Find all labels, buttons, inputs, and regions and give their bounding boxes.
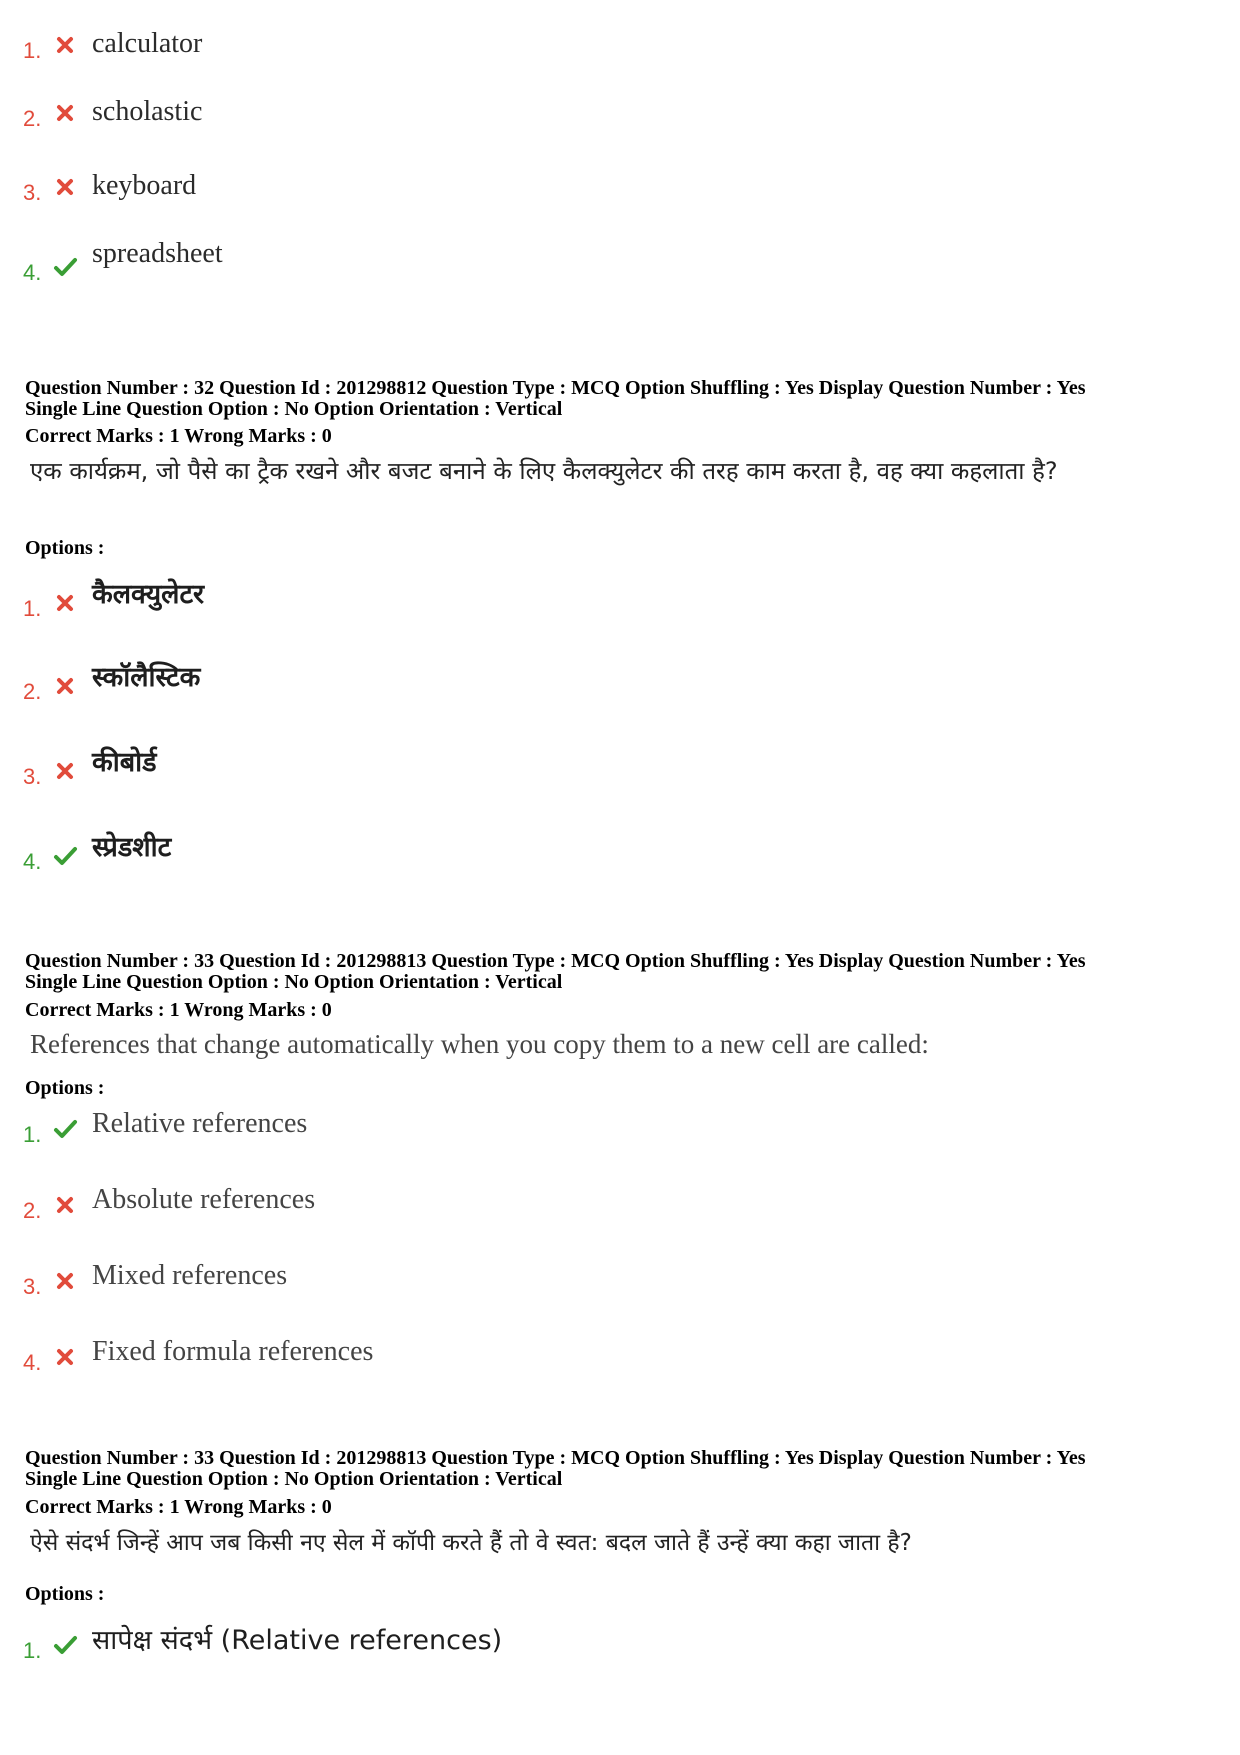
check-icon <box>52 843 78 869</box>
option-text: spreadsheet <box>92 238 223 269</box>
option-number: 4. <box>23 849 42 874</box>
option-number: 4. <box>23 260 42 285</box>
marks-line: Correct Marks : 1 Wrong Marks : 0 <box>25 1496 332 1518</box>
option-text: calculator <box>92 28 203 59</box>
options-label: Options : <box>25 1077 105 1099</box>
option-item <box>0 96 700 146</box>
cross-icon <box>52 1268 78 1294</box>
option-text: कीबोर्ड <box>92 747 157 778</box>
option-item <box>0 747 700 800</box>
option-text: Absolute references <box>92 1184 316 1215</box>
cross-icon <box>52 758 78 784</box>
option-item <box>0 1260 700 1310</box>
cross-icon <box>52 673 78 699</box>
question-meta-line-2: Single Line Question Option : No Option Orientation : Vertical <box>25 1468 563 1490</box>
cross-icon <box>52 32 78 58</box>
option-number: 2. <box>23 106 42 131</box>
option-number: 1. <box>23 1122 42 1147</box>
option-number: 1. <box>23 38 42 63</box>
cross-icon <box>52 1344 78 1370</box>
option-item <box>0 1336 700 1386</box>
cross-icon <box>52 590 78 616</box>
option-number: 3. <box>23 180 42 205</box>
check-icon <box>52 1116 78 1142</box>
option-item <box>0 1108 700 1158</box>
option-number: 2. <box>23 679 42 704</box>
question-text: References that change automatically when you copy them to a new cell are called: <box>30 1029 929 1059</box>
option-item <box>0 579 700 632</box>
option-item <box>0 832 700 885</box>
option-text: Mixed references <box>92 1260 288 1291</box>
check-icon <box>52 1632 78 1658</box>
question-meta-line: Question Number : 33 Question Id : 201298813 Question Type : MCQ Option Shuffling : Yes Display Question Number : Yes <box>25 1447 1086 1469</box>
option-text: स्प्रेडशीट <box>92 832 172 863</box>
marks-line: Correct Marks : 1 Wrong Marks : 0 <box>25 999 332 1021</box>
option-item <box>0 1622 700 1672</box>
option-text: स्कॉलैस्टिक <box>92 662 201 693</box>
option-item <box>0 1184 700 1234</box>
option-text: सापेक्ष संदर्भ (Relative references) <box>92 1625 503 1656</box>
question-meta-line-2: Single Line Question Option : No Option Orientation : Vertical <box>25 398 563 420</box>
options-label: Options : <box>25 537 105 559</box>
question-meta-line: Question Number : 33 Question Id : 201298813 Question Type : MCQ Option Shuffling : Yes Display Question Number : Yes <box>25 950 1086 972</box>
option-number: 1. <box>23 596 42 621</box>
question-text: एक कार्यक्रम, जो पैसे का ट्रैक रखने और बजट बनाने के लिए कैलक्युलेटर की तरह काम करता है, वह क्या कहलाता है? <box>30 457 1058 485</box>
cross-icon <box>52 174 78 200</box>
option-item <box>0 238 700 300</box>
marks-line: Correct Marks : 1 Wrong Marks : 0 <box>25 425 332 447</box>
option-text: keyboard <box>92 170 197 201</box>
option-number: 3. <box>23 764 42 789</box>
option-number: 1. <box>23 1638 42 1663</box>
question-meta-line-2: Single Line Question Option : No Option Orientation : Vertical <box>25 971 563 993</box>
question-meta-line: Question Number : 32 Question Id : 201298812 Question Type : MCQ Option Shuffling : Yes Display Question Number : Yes <box>25 377 1086 399</box>
option-item <box>0 662 700 715</box>
option-text: scholastic <box>92 96 203 127</box>
option-text: Fixed formula references <box>92 1336 374 1367</box>
cross-icon <box>52 1192 78 1218</box>
cross-icon <box>52 100 78 126</box>
option-number: 4. <box>23 1350 42 1375</box>
question-text: ऐसे संदर्भ जिन्हें आप जब किसी नए सेल में कॉपी करते हैं तो वे स्वत: बदल जाते हैं उन्हें क्या कहा जाता है? <box>30 1530 912 1556</box>
option-text: Relative references <box>92 1108 308 1139</box>
options-label: Options : <box>25 1583 105 1605</box>
option-item <box>0 170 700 220</box>
option-item <box>0 28 700 78</box>
check-icon <box>52 254 78 280</box>
option-number: 3. <box>23 1274 42 1299</box>
option-text: कैलक्युलेटर <box>92 579 205 610</box>
option-number: 2. <box>23 1198 42 1223</box>
